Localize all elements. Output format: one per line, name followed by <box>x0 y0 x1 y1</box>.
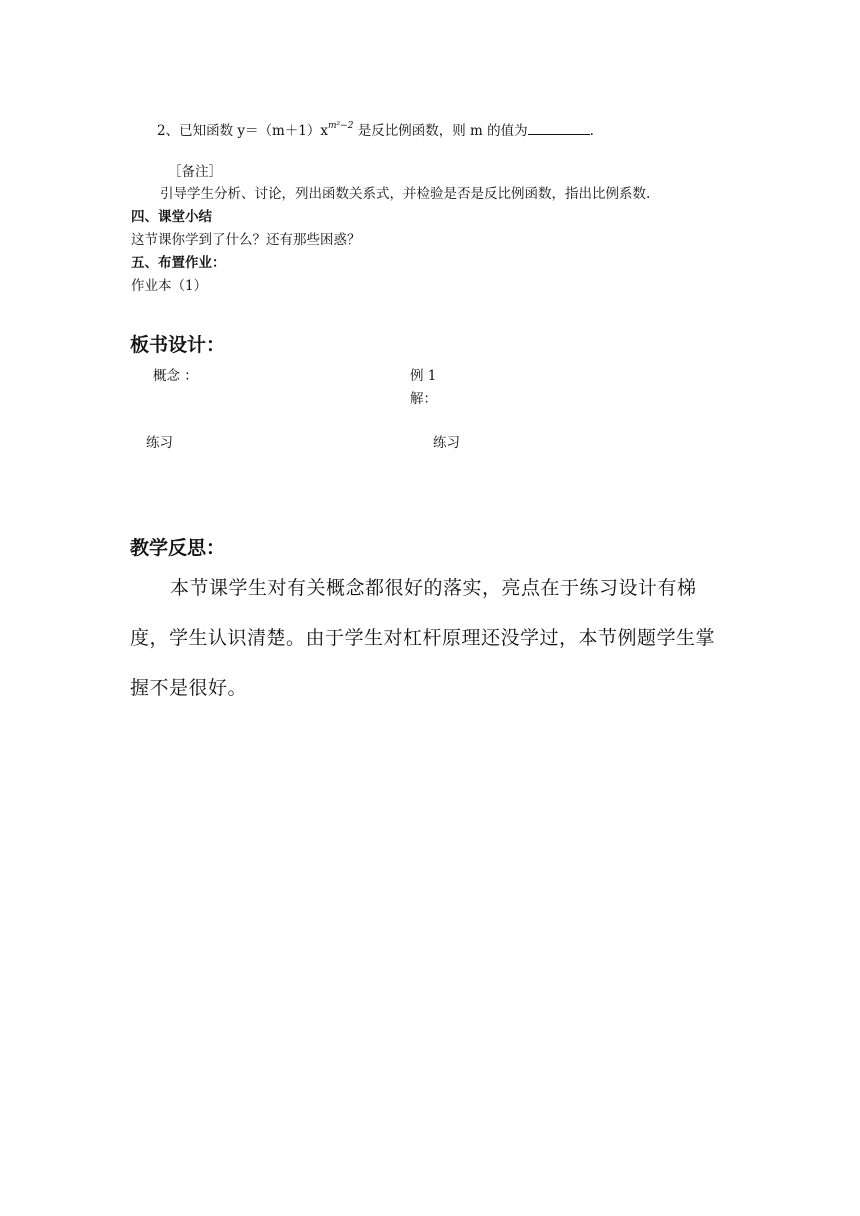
board-concept: 概念 ： <box>153 368 198 384</box>
board-solution: 解： <box>410 391 437 407</box>
exercise-2-exponent: m²−2 <box>328 121 354 131</box>
board-example: 例 1 <box>410 368 437 384</box>
exercise-2-prefix: 2、已知函数 y＝（m＋1）x <box>157 123 329 139</box>
reflection-title: 教学反思： <box>130 537 226 559</box>
remark-label: ［备注］ <box>168 164 222 180</box>
section-5-title: 五、布置作业： <box>131 255 226 271</box>
exercise-2-suffix: 是反比例函数，则 m 的值为 <box>357 123 528 139</box>
exercise-2-end: . <box>589 123 594 139</box>
section-5-text: 作业本（1） <box>131 278 208 294</box>
board-design-title: 板书设计： <box>130 334 226 356</box>
board-practice-right: 练习 <box>433 435 460 451</box>
section-4-title: 四、课堂小结 <box>131 209 212 225</box>
remark-text: 引导学生分析、讨论，列出函数关系式，并检验是否是反比例函数，指出比例系数. <box>160 186 651 202</box>
board-practice-left: 练习 <box>146 435 173 451</box>
answer-blank <box>528 121 590 135</box>
exercise-2 <box>157 121 594 143</box>
reflection-text: 本节课学生对有关概念都很好的落实，亮点在于练习设计有梯度，学生认识清楚。由于学生对杠杆原理还没学过，本节例题学生掌握不是很好。 <box>130 577 716 699</box>
section-4-text: 这节课你学到了什么？还有那些困惑？ <box>131 232 361 248</box>
